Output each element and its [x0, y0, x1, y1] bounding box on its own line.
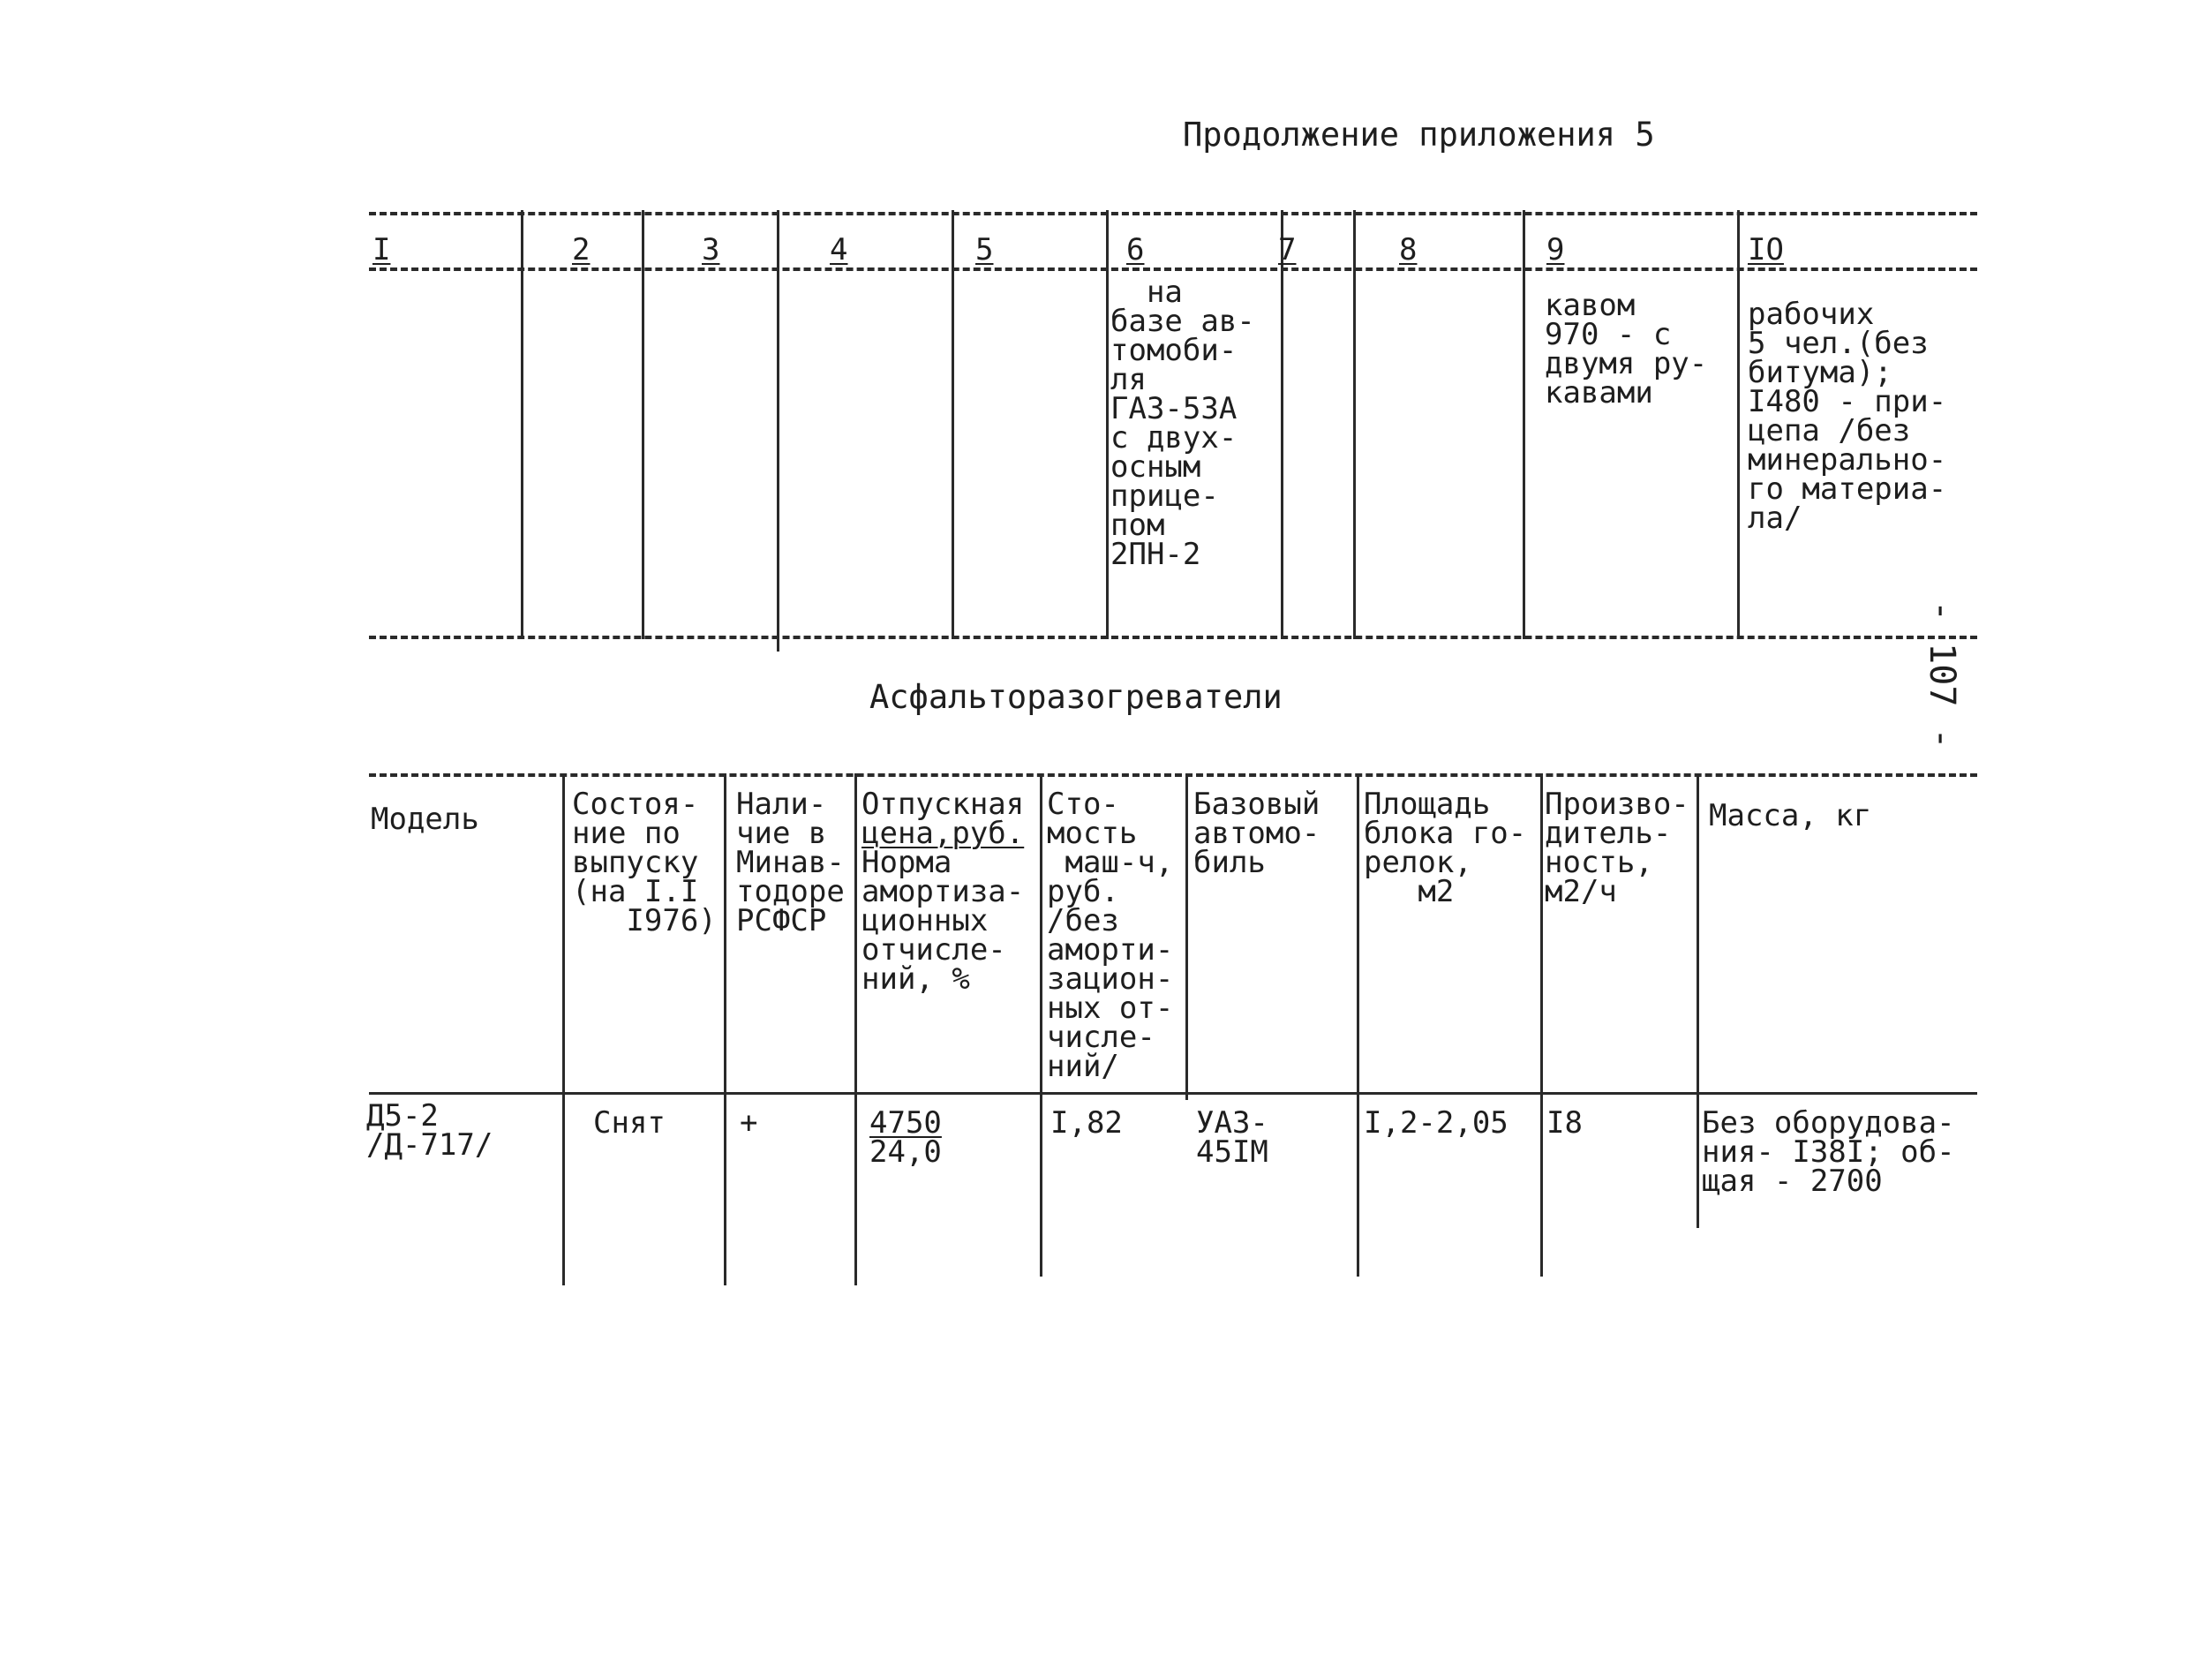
- header-burner-area: Площадь блока го- релок, м2: [1364, 787, 1527, 909]
- top-table-divider: [1106, 210, 1109, 639]
- top-table-divider: [1281, 210, 1283, 639]
- cell-productivity: I8: [1546, 1105, 1583, 1141]
- continuation-title: Продолжение приложения 5: [1183, 116, 1655, 154]
- header-cost: Сто- мость маш-ч, руб. /без аморти- зацион- ных от- числе- ний/: [1047, 787, 1174, 1084]
- page-number: - 107 -: [1922, 600, 1962, 750]
- bottom-table-rule-header: [369, 1092, 1977, 1095]
- top-col-number: 3: [702, 232, 720, 267]
- cell-price: 4750: [869, 1105, 942, 1141]
- top-table-divider: [952, 210, 954, 639]
- bottom-table-divider: [854, 773, 857, 1285]
- cell-model: Д5-2 /Д-717/: [366, 1098, 493, 1163]
- header-model: Модель: [371, 802, 479, 837]
- top-table-rule-numbers: [369, 267, 1977, 271]
- header-state: Состоя- ние по выпуску (на I.I I976): [572, 787, 717, 938]
- bottom-table-divider: [1697, 773, 1699, 1228]
- top-col-number: 9: [1546, 232, 1565, 267]
- header-base-vehicle: Базовый автомо- биль: [1193, 787, 1320, 880]
- cell-state: Снят: [593, 1105, 666, 1141]
- header-mass: Масса, кг: [1709, 798, 1872, 833]
- top-col-number: 6: [1126, 232, 1145, 267]
- bottom-table-divider: [562, 773, 565, 1285]
- top-table-divider: [1737, 210, 1740, 639]
- top-col-number: I: [372, 232, 391, 267]
- cell-price-norm: 24,0: [869, 1134, 942, 1170]
- top-col-number: 4: [830, 232, 848, 267]
- top-col9-text: кавом 970 - с двумя ру- кавами: [1545, 288, 1708, 411]
- top-col-number: IO: [1748, 232, 1784, 267]
- cell-base-vehicle: УАЗ- 45IМ: [1196, 1105, 1268, 1170]
- header-price-label: Отпускная: [861, 787, 1025, 822]
- top-table-rule-bottom: [369, 636, 1977, 639]
- header-availability: Нали- чие в Минав- тодоре РСФСР: [736, 787, 845, 938]
- top-col-number: 5: [975, 232, 994, 267]
- top-table-divider: [1523, 210, 1525, 639]
- bottom-table-divider: [1040, 773, 1042, 1277]
- cell-availability: +: [740, 1105, 758, 1141]
- top-table-divider: [521, 210, 523, 639]
- top-col-number: 2: [572, 232, 591, 267]
- section-title: Асфальторазогреватели: [869, 678, 1283, 716]
- top-col-number: 8: [1399, 232, 1418, 267]
- bottom-table-divider: [1185, 773, 1188, 1100]
- top-table-rule-top: [369, 212, 1977, 215]
- bottom-table-rule-top: [369, 773, 1977, 777]
- cell-cost: I,82: [1050, 1105, 1123, 1141]
- top-table-divider: [777, 210, 779, 652]
- top-col10-text: рабочих 5 чел.(без битума); I480 - при- цепа /без минерально- го материа- ла/: [1748, 297, 1947, 536]
- bottom-table-divider: [724, 773, 726, 1285]
- top-col-number: 7: [1278, 232, 1297, 267]
- header-productivity: Произво- дитель- ность, м2/ч: [1545, 787, 1689, 909]
- top-col6-text: на базе ав- томоби- ля ГАЗ-53А с двух- осным прице- пом 2ПН-2: [1110, 275, 1255, 572]
- cell-mass: Без оборудова- ния- I38I; об- щая - 2700: [1702, 1105, 1955, 1199]
- bottom-table-divider: [1540, 773, 1543, 1277]
- header-price-norm: Норма амортиза- ционных отчисле- ний, %: [861, 845, 1025, 997]
- header-price-label-underlined: цена,руб.: [861, 816, 1025, 851]
- bottom-table-divider: [1357, 773, 1359, 1277]
- top-table-divider: [1353, 210, 1356, 639]
- cell-burner-area: I,2-2,05: [1364, 1105, 1509, 1141]
- top-table-divider: [642, 210, 644, 639]
